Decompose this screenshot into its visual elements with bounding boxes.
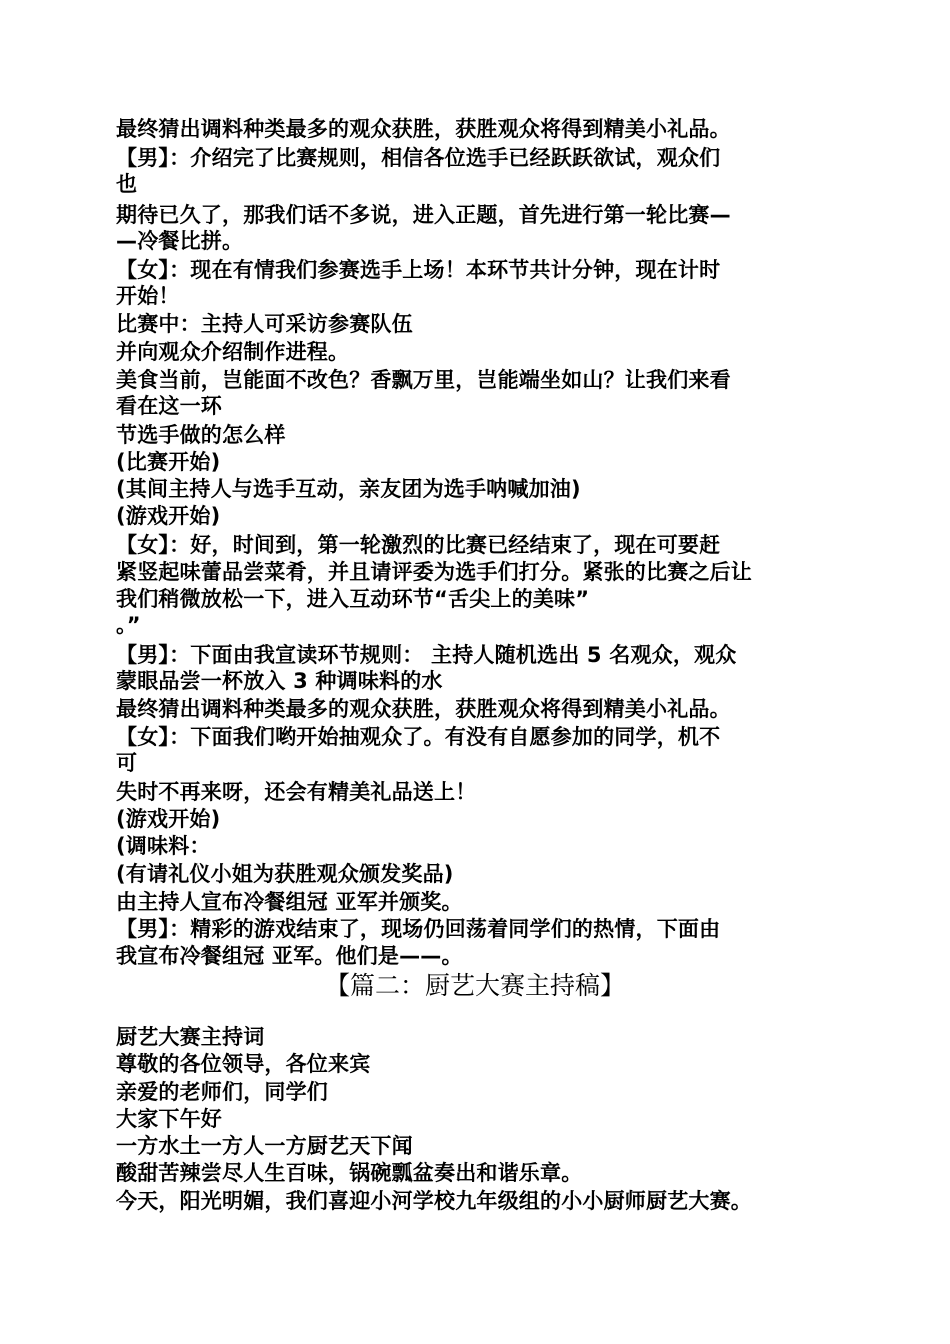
text-line: 蒙眼品尝一杯放入 3 种调味料的水: [116, 669, 443, 693]
text-line: 也: [116, 172, 138, 196]
section-heading: 【篇二：厨艺大赛主持稿】: [324, 971, 625, 1000]
text-line: 节选手做的怎么样: [116, 423, 286, 447]
text-line: 厨艺大赛主持词: [116, 1025, 265, 1049]
text-line: 紧竖起味蕾品尝菜肴，并且请评委为选手们打分。紧张的比赛之后让: [116, 560, 752, 584]
text-line: 酸甜苦辣尝尽人生百味，锅碗瓢盆奏出和谐乐章。: [116, 1161, 583, 1185]
text-line: 尊敬的各位领导，各位来宾: [116, 1052, 371, 1076]
text-line: 一方水土一方人一方厨艺天下闻: [116, 1134, 413, 1158]
text-line: (游戏开始): [116, 504, 221, 528]
text-line: 亲爱的老师们，同学们: [116, 1080, 328, 1104]
text-line: 我们稍微放松一下，进入互动环节“舌尖上的美味”: [116, 587, 590, 611]
text-line: 期待已久了，那我们话不多说，进入正题，首先进行第一轮比赛—: [116, 203, 731, 227]
text-line: 【男】：介绍完了比赛规则，相信各位选手已经跃跃欲试，观众们: [116, 146, 721, 170]
text-line: 可: [116, 751, 138, 775]
text-line: —冷餐比拼。: [116, 229, 244, 253]
text-line: 我宣布冷餐组冠 亚军。他们是——。: [116, 944, 463, 968]
text-line: 【女】：下面我们哟开始抽观众了。有没有自愿参加的同学，机不: [116, 725, 721, 749]
text-line: 美食当前，岂能面不改色？香飘万里，岂能端坐如山？让我们来看: [116, 368, 731, 392]
text-line: (调味料：: [116, 834, 211, 858]
text-line: 【女】：现在有情我们参赛选手上场！本环节共计分钟，现在计时: [116, 258, 721, 282]
text-line: 今天，阳光明媚，我们喜迎小河学校九年级组的小小厨师厨艺大赛。: [116, 1189, 752, 1213]
text-line: 。”: [116, 613, 141, 637]
text-line: 失时不再来呀，还会有精美礼品送上！: [116, 780, 477, 804]
text-line: 最终猜出调料种类最多的观众获胜，获胜观众将得到精美小礼品。: [116, 117, 731, 141]
text-line: 看在这一环: [116, 394, 222, 418]
text-line: 比赛中：主持人可采访参赛队伍: [116, 312, 413, 336]
text-line: 【男】：下面由我宣读环节规则： 主持人随机选出 5 名观众，观众: [116, 643, 737, 667]
text-line: 大家下午好: [116, 1107, 222, 1131]
text-line: 开始！: [116, 284, 180, 308]
text-line: 【女】：好，时间到，第一轮激烈的比赛已经结束了，现在可要赶: [116, 533, 721, 557]
text-line: (其间主持人与选手互动，亲友团为选手呐喊加油): [116, 477, 581, 501]
text-line: 由主持人宣布冷餐组冠 亚军并颁奖。: [116, 890, 463, 914]
text-line: 【男】：精彩的游戏结束了，现场仍回荡着同学们的热情，下面由: [116, 917, 721, 941]
text-line: 最终猜出调料种类最多的观众获胜，获胜观众将得到精美小礼品。: [116, 697, 731, 721]
text-line: (有请礼仪小姐为获胜观众颁发奖品): [116, 862, 454, 886]
text-line: 并向观众介绍制作进程。: [116, 340, 350, 364]
text-line: (游戏开始): [116, 807, 221, 831]
text-line: (比赛开始): [116, 450, 221, 474]
